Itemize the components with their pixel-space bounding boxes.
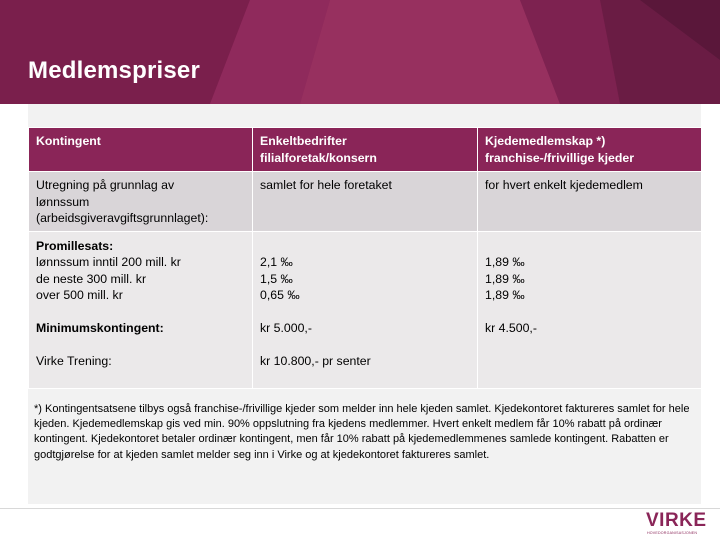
table-row bbox=[29, 172, 702, 232]
footnote-text: *) Kontingentsatsene tilbys også franchise-/frivillige kjeder som melder inn hele kjeden samlet. Kjedekontoret faktureres samlet for hele kjeden. Kjedemedlemskap gis ved min. 90% oppslutning fra kjedens medlemmer. Hvert enkelt medlem får 10% rabatt på ordinær kontingent. Kjedekontoret betaler ordinær kontingent, men får 10% rabatt på kjedemedlemmenes samlede kontingent. Rabatten er godtgjørelse for at kjeden samlet melder seg inn i Virke og at kjedekontoret faktureres samlet. bbox=[34, 403, 690, 461]
kjede-rate-2: 1,89 ‰ bbox=[485, 271, 525, 286]
row1-basis-line3: (arbeidsgiveravgiftsgrunnlaget): bbox=[36, 211, 209, 225]
logo-word: VIRKE bbox=[646, 510, 707, 531]
price-table bbox=[28, 127, 702, 389]
bracket-label-2: de neste 300 mill. kr bbox=[36, 271, 147, 286]
header-kjedemedlemskap bbox=[478, 128, 702, 172]
row1-kjede-text: for hvert enkelt kjedemedlem bbox=[485, 178, 643, 192]
slide-title: Medlemspriser bbox=[28, 57, 201, 84]
row2-enkelt-cell bbox=[253, 231, 478, 388]
header-enkeltbedrifter bbox=[253, 128, 478, 172]
kjede-minimum: kr 4.500,- bbox=[485, 321, 537, 335]
banner-decoration bbox=[0, 0, 720, 104]
bracket-label-3: over 500 mill. kr bbox=[36, 288, 123, 302]
kjede-rate-1: 1,89 ‰ bbox=[485, 255, 525, 269]
row1-basis-line2: lønnssum bbox=[36, 194, 90, 209]
header-kontingent-label: Kontingent bbox=[36, 134, 101, 148]
row2-kjede-cell bbox=[478, 231, 702, 388]
row1-basis-cell bbox=[29, 172, 253, 232]
enkelt-minimum: kr 5.000,- bbox=[260, 321, 312, 335]
title-banner bbox=[0, 0, 720, 104]
table-header-row bbox=[29, 128, 702, 172]
header-kjedemedlemskap-line2: franchise-/frivillige kjeder bbox=[485, 150, 634, 165]
header-kjedemedlemskap-line1: Kjedemedlemskap *) bbox=[485, 134, 606, 148]
virke-logo bbox=[646, 510, 706, 536]
promille-heading: Promillesats: bbox=[36, 238, 114, 253]
header-kontingent bbox=[29, 128, 253, 172]
row1-enkelt-cell bbox=[253, 172, 478, 232]
footer-divider bbox=[0, 508, 720, 509]
kjede-rate-3: 1,89 ‰ bbox=[485, 288, 525, 302]
row1-basis-line1: Utregning på grunnlag av bbox=[36, 178, 175, 192]
logo-tagline: HOVEDORGANISASJONEN bbox=[647, 531, 698, 535]
enkelt-rate-2: 1,5 ‰ bbox=[260, 271, 293, 286]
table-row bbox=[29, 231, 702, 388]
row1-enkelt-text: samlet for hele foretaket bbox=[260, 178, 392, 192]
trening-label: Virke Trening: bbox=[36, 354, 112, 368]
header-enkeltbedrifter-line1: Enkeltbedrifter bbox=[260, 134, 347, 148]
enkelt-rate-3: 0,65 ‰ bbox=[260, 288, 300, 302]
header-enkeltbedrifter-line2: filialforetak/konsern bbox=[260, 150, 377, 165]
row2-labels-cell bbox=[29, 231, 253, 388]
enkelt-rate-1: 2,1 ‰ bbox=[260, 255, 293, 269]
enkelt-trening: kr 10.800,- pr senter bbox=[260, 354, 371, 368]
row1-kjede-cell bbox=[478, 172, 702, 232]
minimum-heading: Minimumskontingent: bbox=[36, 321, 164, 335]
bracket-label-1: lønnssum inntil 200 mill. kr bbox=[36, 255, 181, 269]
